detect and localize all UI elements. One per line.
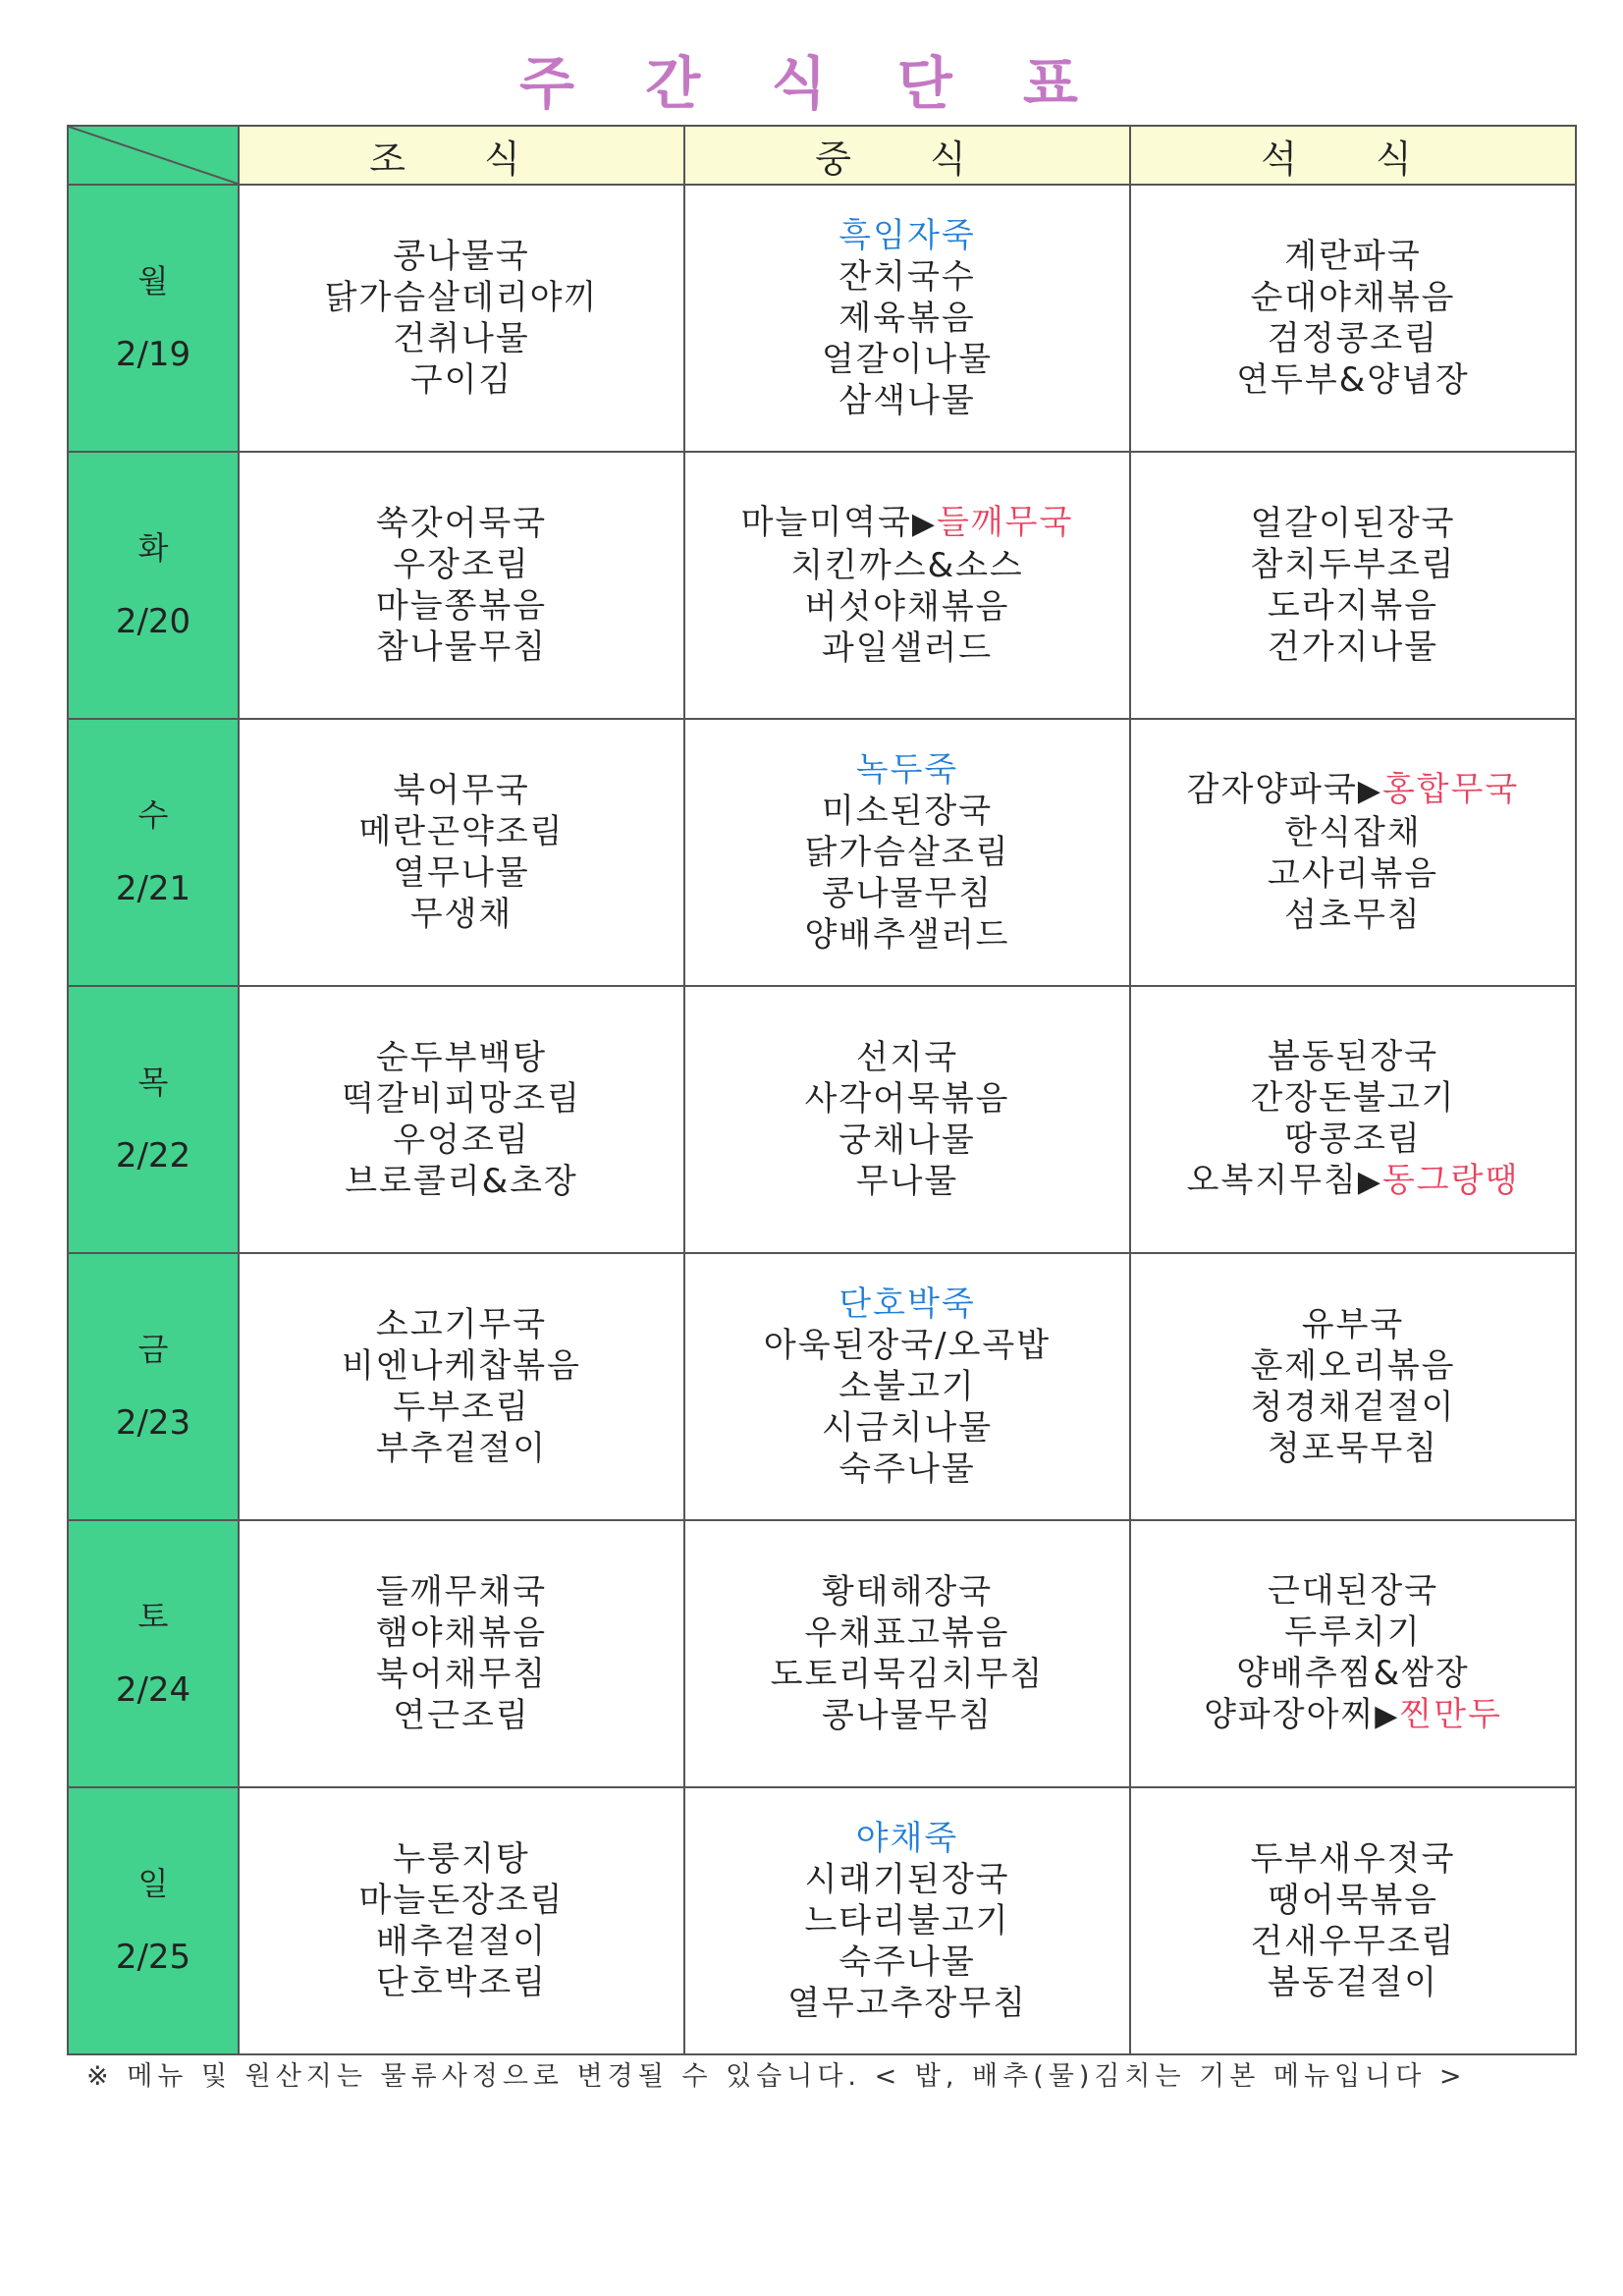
dinner-cell	[1130, 185, 1576, 452]
porridge-item: 녹두죽	[855, 750, 959, 790]
breakfast-cell	[239, 185, 684, 452]
header-lunch: 중 식	[684, 126, 1130, 185]
menu-item: 쑥갓어묵국	[375, 504, 548, 543]
menu-item: 궁채나물	[839, 1121, 976, 1160]
menu-item: 참나물무침	[375, 628, 548, 667]
menu-item: 치킨까스&소스	[790, 546, 1024, 585]
menu-item: 감자양파국	[1186, 770, 1358, 809]
day-cell	[68, 1787, 239, 2054]
menu-item: 연두부&양념장	[1236, 360, 1470, 400]
day-cell	[68, 986, 239, 1253]
alternate-item: 찐만두	[1399, 1695, 1502, 1734]
lunch-cell	[684, 1253, 1130, 1520]
menu-item: 마늘쫑볶음	[375, 586, 548, 626]
menu-item: 삼색나물	[839, 381, 976, 420]
menu-item: 느타리불고기	[804, 1901, 1010, 1941]
menu-item: 건취나물	[393, 319, 530, 358]
menu-item: 부추겉절이	[375, 1429, 548, 1468]
day-cell	[68, 185, 239, 452]
porridge-item: 야채죽	[855, 1819, 959, 1858]
menu-item: 북어무국	[393, 771, 530, 810]
menu-item: 잔치국수	[839, 257, 976, 297]
lunch-cell	[684, 1787, 1130, 2054]
menu-item: 우채표고볶음	[804, 1613, 1010, 1653]
menu-item: 메란곤약조림	[358, 812, 565, 851]
menu-item: 아욱된장국/오곡밥	[763, 1326, 1052, 1365]
menu-item: 마늘미역국	[740, 503, 912, 542]
menu-item: 두부조림	[393, 1388, 530, 1427]
menu-item: 사각어묵볶음	[804, 1079, 1010, 1119]
menu-item: 제육볶음	[839, 299, 976, 338]
day-name: 월	[137, 262, 169, 300]
menu-item: 미소된장국	[821, 792, 994, 831]
menu-item: 무생채	[409, 895, 514, 934]
day-date: 2/19	[115, 335, 191, 374]
breakfast-cell	[239, 986, 684, 1253]
footer-note: ※ 메뉴 및 원산지는 물류사정으로 변경될 수 있습니다. < 밥, 배추(물)김치는 기본 메뉴입니다 >	[86, 2061, 1467, 2092]
header-breakfast: 조 식	[239, 126, 684, 185]
lunch-cell	[684, 719, 1130, 986]
breakfast-cell	[239, 1520, 684, 1787]
dinner-cell	[1130, 719, 1576, 986]
menu-item: 구이김	[409, 360, 514, 400]
menu-item: 계란파국	[1284, 237, 1422, 276]
day-row-thursday	[68, 986, 1576, 1253]
menu-item: 도토리묵김치무침	[770, 1655, 1045, 1694]
breakfast-cell	[239, 452, 684, 719]
day-cell	[68, 1520, 239, 1787]
diagonal-line	[69, 127, 238, 184]
day-name: 일	[137, 1865, 169, 1902]
menu-item: 땡어묵볶음	[1267, 1881, 1439, 1920]
lunch-cell	[684, 1520, 1130, 1787]
porridge-item: 단호박죽	[839, 1285, 976, 1324]
weekly-menu-table	[67, 125, 1577, 2055]
header-dinner: 석 식	[1130, 126, 1576, 185]
menu-item: 땅콩조림	[1284, 1120, 1422, 1159]
day-date: 2/24	[115, 1670, 191, 1710]
day-name: 금	[137, 1331, 169, 1368]
menu-item: 황태해장국	[821, 1572, 994, 1612]
menu-item: 오복지무침	[1186, 1161, 1358, 1200]
menu-item: 콩나물무침	[821, 874, 994, 913]
menu-item: 건새우무조림	[1250, 1922, 1456, 1961]
day-row-monday	[68, 185, 1576, 452]
menu-item: 참치두부조림	[1250, 545, 1456, 584]
menu-item: 봄동겉절이	[1267, 1963, 1439, 2002]
menu-item: 순두부백탕	[375, 1038, 548, 1077]
dinner-cell	[1130, 452, 1576, 719]
menu-item: 근대된장국	[1267, 1571, 1439, 1611]
menu-item: 검정콩조림	[1267, 319, 1439, 358]
menu-item: 열무고추장무침	[787, 1984, 1027, 2023]
menu-item: 양배추샐러드	[804, 915, 1010, 955]
menu-item-with-alternate	[1131, 1160, 1575, 1203]
menu-item: 봄동된장국	[1267, 1037, 1439, 1076]
menu-item-with-alternate	[685, 502, 1129, 545]
porridge-item: 흑임자죽	[839, 216, 976, 255]
menu-item: 숙주나물	[839, 1942, 976, 1982]
day-date: 2/20	[115, 602, 191, 641]
menu-item: 마늘돈장조림	[358, 1881, 565, 1920]
page-title: 주 간 식 단 표	[519, 50, 1104, 117]
menu-item-with-alternate	[1131, 769, 1575, 812]
alternate-item: 들깨무국	[936, 503, 1074, 542]
menu-item: 콩나물국	[393, 237, 530, 276]
menu-item: 닭가슴살조림	[804, 833, 1010, 872]
menu-item: 얼갈이된장국	[1250, 504, 1456, 543]
arrow-icon: ▶	[1357, 774, 1382, 808]
menu-item: 두루치기	[1284, 1613, 1422, 1652]
day-date: 2/22	[115, 1136, 191, 1175]
day-date: 2/25	[115, 1938, 191, 1977]
menu-item: 얼갈이나물	[821, 340, 994, 379]
menu-item: 우장조림	[393, 545, 530, 584]
day-row-friday	[68, 1253, 1576, 1520]
menu-item: 떡갈비피망조림	[342, 1079, 581, 1119]
header-row	[68, 126, 1576, 185]
day-date: 2/23	[115, 1403, 191, 1443]
corner-cell	[68, 126, 239, 185]
day-date: 2/21	[115, 869, 191, 908]
dinner-cell	[1130, 986, 1576, 1253]
breakfast-cell	[239, 719, 684, 986]
arrow-icon: ▶	[911, 507, 937, 541]
menu-item: 단호박조림	[375, 1963, 548, 2002]
dinner-cell	[1130, 1253, 1576, 1520]
menu-item: 북어채무침	[375, 1655, 548, 1694]
day-cell	[68, 719, 239, 986]
day-row-tuesday	[68, 452, 1576, 719]
day-row-saturday	[68, 1520, 1576, 1787]
breakfast-cell	[239, 1787, 684, 2054]
lunch-cell	[684, 986, 1130, 1253]
menu-item: 브로콜리&초장	[345, 1162, 578, 1201]
menu-item: 콩나물무침	[821, 1696, 994, 1735]
alternate-item: 홍합무국	[1381, 770, 1520, 809]
menu-item: 순대야채볶음	[1250, 278, 1456, 317]
menu-item: 한식잡채	[1284, 813, 1422, 852]
menu-item: 간장돈불고기	[1250, 1078, 1456, 1118]
menu-item: 양배추찜&쌈장	[1236, 1654, 1470, 1693]
day-cell	[68, 1253, 239, 1520]
menu-item: 숙주나물	[839, 1449, 976, 1489]
lunch-cell	[684, 185, 1130, 452]
menu-item: 시래기된장국	[804, 1860, 1010, 1899]
alternate-item: 동그랑땡	[1381, 1161, 1520, 1200]
menu-item: 소불고기	[839, 1367, 976, 1406]
menu-item: 우엉조림	[393, 1121, 530, 1160]
day-name: 토	[137, 1598, 169, 1635]
menu-item: 양파장아찌	[1204, 1695, 1376, 1734]
day-name: 수	[137, 796, 169, 834]
menu-item: 배추겉절이	[375, 1922, 548, 1961]
menu-item: 버섯야채볶음	[804, 587, 1010, 627]
menu-item: 닭가슴살데리야끼	[324, 278, 599, 317]
menu-item: 도라지볶음	[1267, 586, 1439, 626]
menu-item: 누룽지탕	[393, 1839, 530, 1879]
menu-item: 비엔나케찹볶음	[342, 1346, 581, 1386]
dinner-cell	[1130, 1520, 1576, 1787]
menu-item: 유부국	[1301, 1305, 1405, 1344]
day-row-sunday	[68, 1787, 1576, 2054]
menu-item: 섬초무침	[1284, 896, 1422, 935]
menu-item: 들깨무채국	[375, 1572, 548, 1612]
menu-item: 시금치나물	[821, 1408, 994, 1448]
menu-item: 연근조림	[393, 1696, 530, 1735]
day-cell	[68, 452, 239, 719]
breakfast-cell	[239, 1253, 684, 1520]
menu-item: 훈제오리볶음	[1250, 1346, 1456, 1386]
arrow-icon: ▶	[1357, 1165, 1382, 1199]
menu-item: 과일샐러드	[821, 629, 994, 668]
menu-item-with-alternate	[1131, 1694, 1575, 1737]
menu-item: 청경채겉절이	[1250, 1388, 1456, 1427]
lunch-cell	[684, 452, 1130, 719]
menu-item: 고사리볶음	[1267, 854, 1439, 894]
arrow-icon: ▶	[1375, 1699, 1400, 1733]
day-row-wednesday	[68, 719, 1576, 986]
menu-item: 햄야채볶음	[375, 1613, 548, 1653]
day-name: 화	[137, 529, 169, 567]
dinner-cell	[1130, 1787, 1576, 2054]
menu-item: 열무나물	[393, 853, 530, 893]
menu-item: 무나물	[855, 1162, 959, 1201]
menu-item: 선지국	[855, 1038, 959, 1077]
menu-item: 청포묵무침	[1267, 1429, 1439, 1468]
menu-item: 건가지나물	[1267, 628, 1439, 667]
menu-item: 두부새우젓국	[1250, 1839, 1456, 1879]
day-name: 목	[137, 1064, 169, 1101]
menu-item: 소고기무국	[375, 1305, 548, 1344]
